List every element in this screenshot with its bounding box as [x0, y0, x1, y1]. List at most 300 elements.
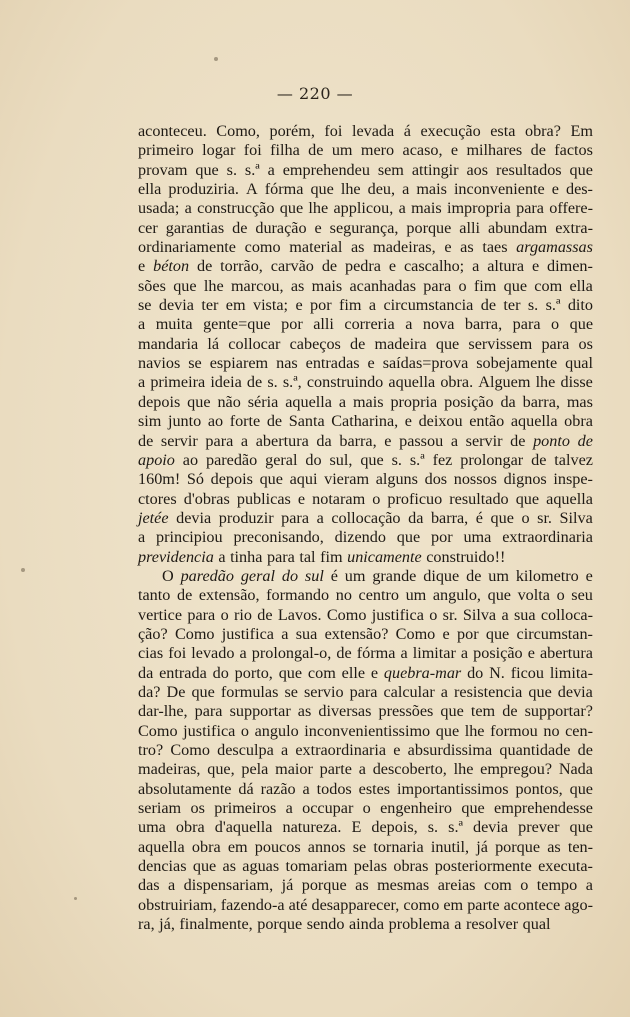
word: tem [470, 702, 496, 721]
word: vieram [324, 470, 370, 489]
word: o [429, 605, 438, 624]
text-line [138, 238, 593, 257]
word: sim [138, 412, 162, 431]
word: a [138, 528, 146, 547]
word: Lavos. [277, 605, 322, 624]
word: tempo [536, 876, 578, 895]
word: porque [257, 915, 303, 934]
italic-word: apoio [138, 450, 175, 469]
word: as [222, 857, 236, 876]
word: ao [182, 450, 199, 469]
word: a [218, 547, 226, 566]
italic-word: do [281, 566, 299, 585]
word: todos [316, 779, 352, 798]
word: posição [473, 644, 523, 663]
word: de [350, 334, 366, 353]
word: alli [459, 218, 480, 237]
word: a [402, 180, 410, 199]
word: a [302, 779, 310, 798]
word: para [281, 508, 310, 527]
word: circumstancia [383, 296, 474, 315]
word: se [188, 354, 202, 373]
text-line [138, 857, 593, 876]
word: um [344, 566, 366, 585]
word: então [469, 412, 505, 431]
word: produziria. [168, 180, 239, 199]
word: primeiros [214, 799, 277, 818]
word: sões [138, 276, 166, 295]
paragraph [138, 567, 593, 935]
word: d'aquella [214, 818, 273, 837]
word: até [288, 895, 308, 914]
word: o [362, 799, 371, 818]
word: pressões [378, 702, 434, 721]
word: dizendo [334, 528, 386, 547]
word: s. [267, 373, 278, 392]
word: altura [487, 257, 525, 276]
text-line [138, 161, 593, 180]
word: aqui [289, 470, 318, 489]
text-line [138, 432, 593, 451]
word: quantidade [499, 741, 571, 759]
word: e [297, 489, 306, 508]
word: o [458, 276, 467, 295]
word: alguns [375, 470, 418, 489]
word: milhares [466, 141, 523, 160]
word: posteriormente [434, 857, 532, 876]
word: de [480, 296, 496, 315]
body-text [138, 122, 593, 934]
word: mais [311, 276, 343, 295]
word: aquella [138, 837, 185, 856]
word: s.ª [409, 450, 425, 469]
word: nas [276, 354, 298, 373]
word: é [330, 566, 338, 585]
word: do [212, 663, 229, 682]
word: lhe [203, 276, 224, 295]
word: a [450, 431, 459, 450]
word: barra, [430, 508, 469, 527]
word: ficou [510, 663, 544, 682]
word: fórma [264, 180, 304, 199]
word: já [476, 837, 488, 856]
word: desculpa [217, 741, 274, 759]
word: da [316, 431, 332, 450]
word: ção? [138, 624, 168, 643]
word: que [490, 508, 514, 527]
word: des- [565, 180, 593, 199]
word: Santa [288, 412, 325, 431]
word: a [368, 296, 377, 315]
word: importantissimos [397, 779, 509, 798]
word: em [225, 296, 246, 315]
word: do [305, 450, 322, 469]
word: o [220, 605, 229, 624]
word: á [403, 122, 411, 140]
word: extensão? [324, 624, 389, 643]
word: e [404, 412, 412, 431]
word: tomariam [285, 857, 348, 876]
word: fim [473, 276, 497, 295]
word: com [307, 663, 336, 682]
text-line [138, 354, 593, 373]
text-line [138, 257, 593, 276]
word: para [349, 682, 378, 701]
word: a [239, 644, 247, 663]
word: das [138, 876, 160, 895]
word: A [246, 180, 258, 199]
word: o [240, 721, 250, 740]
word: ten- [567, 837, 593, 856]
word: barra, [522, 392, 560, 411]
word: os [190, 799, 205, 818]
word: obra. [440, 373, 474, 392]
word: e [527, 644, 535, 663]
word: offere- [549, 199, 593, 218]
word: garantias [165, 218, 225, 237]
word: acanhadas [349, 276, 416, 295]
word: seu [571, 586, 593, 605]
word: que [278, 663, 303, 682]
text-line [138, 296, 593, 315]
word: e [138, 257, 146, 276]
word: tornaria [373, 837, 424, 856]
word: deixou [418, 412, 463, 431]
word: mais [416, 180, 447, 199]
word: da? [138, 682, 161, 701]
word: de [308, 141, 324, 160]
word: volta [517, 586, 550, 605]
word: porto, [234, 663, 273, 682]
word: limitar [412, 644, 456, 663]
word: E [351, 818, 362, 837]
word: maior [275, 760, 313, 779]
word: do [467, 663, 484, 682]
word: e [585, 566, 593, 585]
word: absolutamente [138, 779, 232, 798]
word: as [351, 238, 365, 257]
word: de [138, 431, 154, 450]
word: mandaria [138, 334, 199, 353]
word: s.ª [448, 818, 463, 837]
word: a [585, 876, 593, 895]
word: provam [138, 160, 188, 179]
word: lhe [340, 180, 361, 199]
word: annos [307, 837, 346, 856]
word: supportar [229, 702, 291, 721]
word: publicas [236, 489, 291, 508]
word: propria [390, 392, 438, 411]
word: formou [490, 721, 538, 740]
word: levada [351, 122, 395, 140]
word: a [454, 915, 462, 934]
word: lhe [308, 199, 329, 218]
word: depois [138, 392, 181, 411]
word: foi [324, 122, 343, 140]
word: por [431, 528, 453, 547]
word: fazendo-a [220, 895, 285, 914]
word: e [442, 624, 450, 643]
word: forte [229, 412, 261, 431]
word: construido!! [426, 547, 506, 566]
word: as [547, 837, 561, 856]
word: madeiras, [138, 760, 201, 779]
word: kilometro [515, 566, 579, 585]
word: De [166, 682, 186, 701]
word: que [396, 528, 421, 547]
word: muita [155, 315, 193, 334]
ink-speck [74, 897, 77, 900]
word: Como [138, 721, 178, 740]
word: saídas=prova [382, 354, 469, 373]
word: areias [437, 876, 476, 895]
word: que [360, 450, 384, 469]
word: principiou [156, 528, 223, 547]
text-line [138, 528, 593, 547]
word: sr. [537, 508, 552, 527]
word: diversas [318, 702, 372, 721]
word: poucos [254, 837, 301, 856]
text-line [138, 644, 593, 663]
word: abundam [487, 218, 548, 237]
word: que [487, 586, 511, 605]
word: se [284, 682, 298, 701]
word: extensão, [198, 586, 260, 605]
word: de [336, 644, 352, 663]
word: Como [326, 605, 367, 624]
word: e [314, 218, 322, 237]
word: um [488, 566, 509, 585]
word: que [259, 470, 283, 489]
word: se [352, 837, 367, 856]
word: emprehendeu [282, 160, 370, 179]
word: occupar [302, 799, 354, 818]
word: proficuo [387, 489, 443, 508]
word: e [295, 296, 303, 315]
italic-word: béton [153, 257, 190, 276]
text-line [138, 799, 593, 818]
word: mais [352, 392, 384, 411]
text-line [138, 141, 593, 160]
word: levado [191, 644, 235, 663]
word: as [290, 276, 305, 295]
word: sendo [306, 915, 345, 934]
word: dimen- [547, 257, 593, 276]
word: seriam [138, 799, 182, 818]
text-line [138, 838, 593, 857]
word: descoberto, [372, 760, 447, 779]
text-line [138, 625, 593, 644]
word: pedra [345, 257, 381, 276]
word: s. [226, 160, 237, 179]
word: o [556, 586, 565, 605]
word: cer [138, 218, 158, 237]
word: que [279, 199, 304, 218]
word: madeiras, [373, 238, 436, 257]
word: dos [424, 470, 448, 489]
word: o [520, 876, 529, 895]
word: extra- [555, 218, 593, 237]
text-line [138, 606, 593, 625]
word: lhe [464, 721, 485, 740]
word: duração [255, 218, 307, 237]
word: devia [557, 682, 593, 701]
word: a [281, 624, 289, 643]
word: applicou, [333, 199, 394, 218]
text-line [138, 760, 593, 779]
word: servissem [468, 334, 533, 353]
word: tinha [230, 547, 263, 566]
word: obra [191, 837, 221, 856]
word: s. [527, 296, 539, 315]
word: os [578, 334, 593, 353]
text-line [138, 199, 593, 218]
word: notaram [312, 489, 366, 508]
word: que [569, 160, 593, 179]
word: porém, [269, 122, 315, 140]
italic-word: jetée [138, 508, 169, 527]
word: e [551, 180, 559, 199]
text-line [138, 548, 593, 567]
word: sua [513, 605, 536, 624]
word: sobejamente [476, 354, 558, 373]
word: o [521, 508, 530, 527]
word: O [162, 566, 174, 585]
word: lhe [535, 373, 556, 392]
word: calcular [383, 682, 435, 701]
word: para [187, 605, 216, 624]
word: s. [391, 450, 402, 469]
page-number: — 220 — [276, 84, 354, 103]
text-line [138, 586, 593, 605]
word: centro [358, 586, 399, 605]
word: attingir [411, 160, 459, 179]
word: obstruiriam, [138, 895, 217, 914]
word: de [232, 218, 248, 237]
word: Silva [462, 605, 497, 624]
word: finalmente, [179, 915, 253, 934]
word: no [543, 721, 560, 740]
word: Silva [559, 508, 593, 527]
text-line [138, 470, 593, 489]
word: extraordinaria [502, 528, 593, 547]
word: s.ª [244, 160, 260, 179]
word: colloca- [540, 605, 593, 624]
word: Alguem [478, 373, 531, 392]
word: servio [303, 682, 344, 701]
word: é [475, 508, 483, 527]
text-line [138, 277, 593, 296]
word: a [168, 876, 176, 895]
word: angulo [254, 721, 299, 740]
word: para [423, 276, 452, 295]
word: lhe [453, 760, 474, 779]
word: ctores [138, 489, 177, 508]
word: barra, [464, 315, 503, 334]
word: carvão [270, 257, 314, 276]
word: mero [360, 141, 395, 160]
word: esta [490, 122, 516, 140]
word: material [289, 238, 343, 257]
word: em [227, 837, 248, 856]
word: que [515, 489, 540, 508]
word: posição [444, 392, 494, 411]
italic-word: previdencia [138, 547, 214, 566]
word: vista; [252, 296, 289, 315]
word: a [501, 605, 509, 624]
word: um [405, 586, 427, 605]
word: a [280, 741, 289, 759]
word: aos [466, 160, 489, 179]
text-line [138, 896, 593, 915]
word: a [405, 315, 413, 334]
word: da [500, 392, 516, 411]
word: tro? [138, 741, 164, 759]
word: que [461, 799, 485, 818]
word: que [569, 779, 593, 798]
word: estes [358, 779, 391, 798]
word: parte [467, 895, 500, 914]
word: mas [566, 392, 593, 411]
word: prolongar [460, 450, 524, 469]
word: Só [186, 470, 205, 489]
word: obra? [524, 122, 561, 140]
word: taes [482, 238, 508, 257]
word: correria [344, 315, 395, 334]
word: geral [265, 450, 298, 469]
word: aquella [510, 412, 558, 431]
word: o [551, 315, 560, 334]
word: devia [158, 296, 194, 315]
word: devia [176, 508, 212, 527]
word: de [530, 141, 546, 160]
word: mais [411, 199, 442, 218]
word: dito [567, 296, 593, 315]
word: tal [299, 547, 316, 566]
word: da [138, 663, 154, 682]
word: angulo, [432, 586, 481, 605]
word: para [194, 702, 223, 721]
word: que [187, 392, 211, 411]
word: 160m! [138, 470, 181, 489]
word: sul, [329, 450, 353, 469]
word: que [191, 682, 215, 701]
word: cabeços [289, 334, 341, 353]
word: obras [393, 857, 429, 876]
word: obra [175, 818, 205, 837]
text-line [138, 741, 593, 760]
word: ter [201, 296, 219, 315]
word: de [321, 257, 338, 276]
word: da [408, 508, 424, 527]
word: qual [565, 354, 593, 373]
italic-word: quebra-mar [383, 663, 462, 682]
ink-speck [214, 57, 218, 61]
word: de [531, 450, 547, 469]
word: mesmas [377, 876, 430, 895]
word: porque [301, 876, 347, 895]
word: primeira [150, 373, 206, 392]
word: produzir [218, 508, 274, 527]
text-line [138, 393, 593, 412]
word: primeiro [138, 141, 194, 160]
word: não [217, 392, 241, 411]
word: foi [168, 644, 187, 663]
word: ao [207, 412, 224, 431]
word: Como, [216, 122, 260, 140]
word: de [257, 605, 273, 624]
italic-word: argamassas [516, 238, 593, 257]
